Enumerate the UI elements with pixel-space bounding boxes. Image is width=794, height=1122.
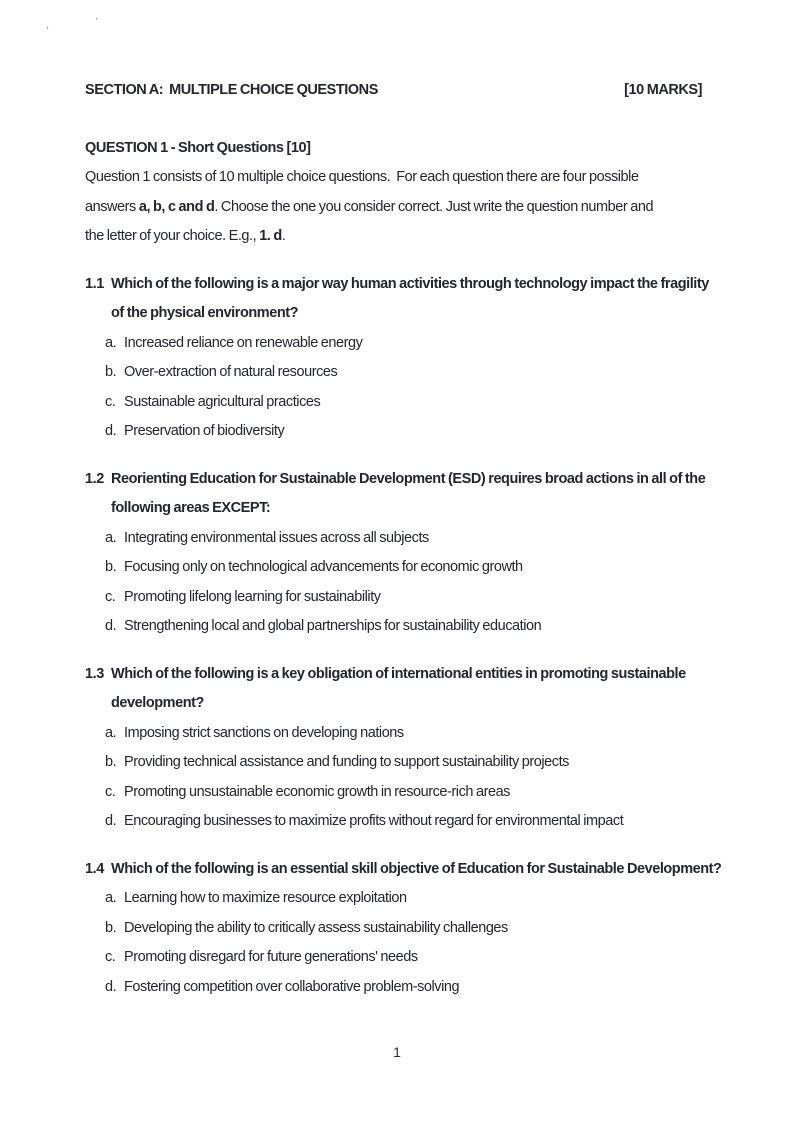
option-text: Increased reliance on renewable energy: [124, 334, 363, 351]
option-text: Imposing strict sanctions on developing nations: [124, 724, 404, 741]
intro-text-bold: 1. d: [259, 228, 282, 244]
option-text: Fostering competition over collaborative problem-solving: [124, 978, 460, 995]
option-text: Learning how to maximize resource exploitation: [124, 890, 407, 906]
scan-artifact: ,: [43, 16, 50, 32]
option-row: [85, 612, 702, 642]
intro-text: . Choose the one you consider correct. Just write the question number and: [214, 198, 654, 215]
question-text-row: [85, 660, 702, 690]
option-row: [85, 914, 702, 944]
intro-text: .: [281, 228, 286, 244]
option-letter: d.: [105, 423, 117, 439]
question-block-1-2: [85, 465, 706, 642]
page-number: 1: [393, 1044, 401, 1060]
question-block-1-3: [85, 660, 702, 837]
option-row: [85, 553, 702, 583]
option-text: Providing technical assistance and funding to support sustainability projects: [124, 754, 569, 770]
option-text: Focusing only on technological advancements for economic growth: [124, 559, 523, 575]
option-letter: a.: [105, 334, 117, 351]
option-text: Integrating environmental issues across all subjects: [124, 529, 429, 546]
option-row: [85, 748, 702, 778]
option-text: Strengthening local and global partnerships for sustainability education: [124, 618, 542, 634]
option-row: [85, 719, 702, 749]
question-number: 1.3: [85, 665, 104, 682]
question-text-row: [85, 270, 709, 300]
option-text: Developing the ability to critically assess sustainability challenges: [124, 919, 508, 936]
option-row: [85, 973, 702, 1003]
question-number: 1.2: [85, 470, 104, 487]
option-letter: c.: [105, 949, 116, 965]
option-row: [85, 807, 702, 837]
option-row: [85, 329, 702, 359]
section-title: SECTION A: MULTIPLE CHOICE QUESTIONS: [85, 82, 378, 98]
intro-line: Question 1 consists of 10 multiple choice questions. For each question there are four possible: [85, 169, 639, 185]
intro-text: answers: [85, 198, 139, 215]
option-letter: d.: [105, 978, 117, 995]
question-text: Which of the following is a key obligation of international entities in promoting sustainable: [111, 665, 686, 682]
option-letter: b.: [105, 754, 117, 770]
option-text: Preservation of biodiversity: [124, 423, 285, 439]
option-letter: a.: [105, 890, 117, 906]
question-text-row: [85, 465, 706, 495]
option-row: [85, 358, 702, 388]
option-letter: d.: [105, 813, 117, 829]
option-letter: c.: [105, 393, 116, 410]
question-text: Which of the following is a major way human activities through technology impact the fragility: [111, 275, 709, 292]
option-letter: b.: [105, 364, 117, 380]
question-text-row: [85, 855, 722, 885]
option-row: [85, 884, 702, 914]
intro-line: [85, 193, 702, 223]
question-number: 1.1: [85, 275, 104, 292]
option-text: Encouraging businesses to maximize profits without regard for environmental impact: [124, 813, 624, 829]
option-letter: d.: [105, 618, 117, 634]
intro-line: [85, 222, 702, 252]
section-marks: [10 MARKS]: [624, 82, 702, 98]
option-letter: a.: [105, 724, 117, 741]
option-text: Sustainable agricultural practices: [124, 393, 321, 410]
option-row: [85, 417, 702, 447]
option-text: Promoting unsustainable economic growth in resource-rich areas: [124, 783, 510, 800]
option-text: Promoting lifelong learning for sustainability: [124, 588, 381, 605]
option-letter: c.: [105, 783, 116, 800]
question-number: 1.4: [85, 860, 104, 877]
question-text-line2: following areas EXCEPT:: [111, 500, 271, 516]
option-letter: a.: [105, 529, 117, 546]
intro-text-bold: a, b, c and d: [138, 198, 215, 215]
option-text: Over-extraction of natural resources: [124, 364, 338, 380]
option-letter: c.: [105, 588, 116, 605]
question-block-1-1: [85, 270, 709, 447]
section-header: [85, 76, 702, 106]
option-row: [85, 524, 702, 554]
question-text-line2: of the physical environment?: [111, 305, 299, 321]
question-block-1-4: [85, 855, 722, 1003]
question-text: Reorienting Education for Sustainable Development (ESD) requires broad actions in all of the: [111, 470, 706, 487]
question1-intro: [85, 163, 702, 252]
option-row: [85, 388, 702, 418]
option-row: [85, 943, 702, 973]
option-row: [85, 778, 702, 808]
intro-text: the letter of your choice. E.g.,: [85, 228, 260, 244]
question1-heading: QUESTION 1 - Short Questions [10]: [85, 139, 311, 156]
option-letter: b.: [105, 919, 117, 936]
option-row: [85, 583, 702, 613]
option-letter: b.: [105, 559, 117, 575]
option-text: Promoting disregard for future generations' needs: [124, 949, 418, 965]
scan-artifact: ': [93, 15, 99, 29]
question-text: Which of the following is an essential skill objective of Education for Sustainable Development?: [111, 860, 722, 877]
question-text-line2: development?: [111, 695, 204, 711]
